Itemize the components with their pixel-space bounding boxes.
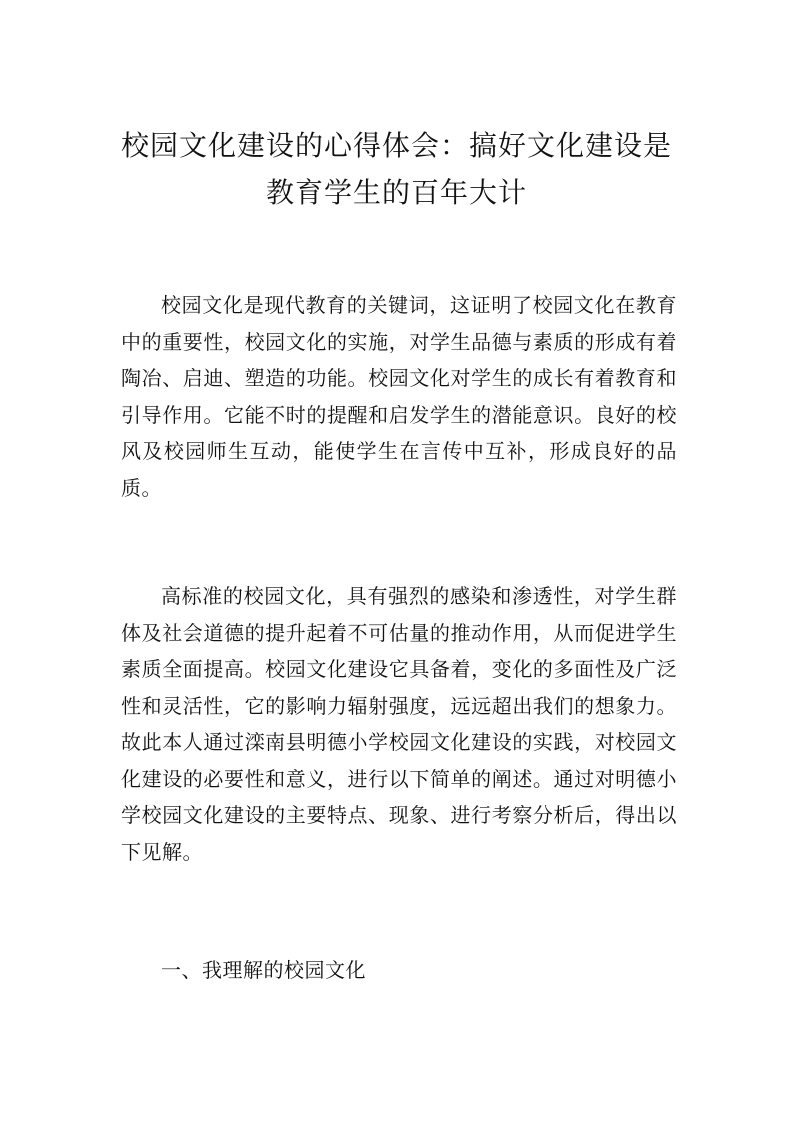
section-heading: 一、我理解的校园文化 bbox=[161, 958, 366, 982]
document-title-line-1: 校园文化建设的心得体会：搞好文化建设是 bbox=[120, 129, 672, 162]
document-title-line-2: 教育学生的百年大计 bbox=[265, 176, 527, 209]
section-heading-block bbox=[121, 952, 677, 989]
paragraph-1-block bbox=[121, 287, 677, 506]
paragraph-2-block bbox=[121, 578, 677, 870]
paragraph-2: 高标准的校园文化，具有强烈的感染和渗透性，对学生群体及社会道德的提升起着不可估量的推动作用，从而促进学生素质全面提高。校园文化建设它具备着，变化的多面性及广泛性和灵活性，它的影响力辐射强度，远远超出我们的想象力。故此本人通过滦南县明德小学校园文化建设的实践，对校园文化建设的必要性和意义，进行以下简单的阐述。通过对明德小学校园文化建设的主要特点、现象、进行考察分析后，得出以下见解。 bbox=[121, 584, 677, 864]
paragraph-1: 校园文化是现代教育的关键词，这证明了校园文化在教育中的重要性，校园文化的实施，对学生品德与素质的形成有着陶冶、启迪、塑造的功能。校园文化对学生的成长有着教育和引导作用。它能不时的提醒和启发学生的潜能意识。良好的校风及校园师生互动，能使学生在言传中互补，形成良好的品质。 bbox=[121, 293, 677, 500]
